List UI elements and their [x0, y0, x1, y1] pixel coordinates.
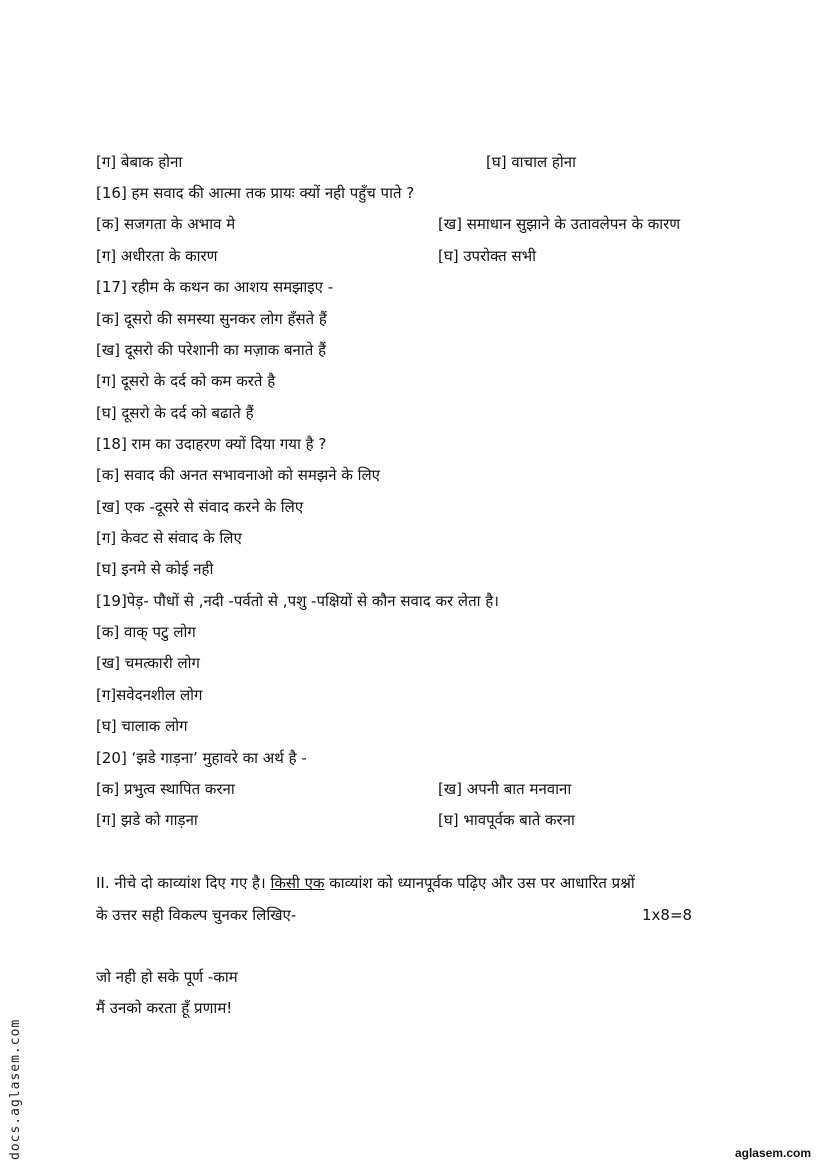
option-ga: [ग] झडे को गाड़ना: [96, 811, 198, 829]
option-kha: [ख] समाधान सुझाने के उतावलेपन के कारण: [438, 215, 681, 233]
option-kha: [ख] अपनी बात मनवाना: [438, 780, 572, 798]
option-ga: [ग] दूसरो के दर्द को कम करते है: [96, 372, 276, 390]
option-gha: [घ] वाचाल होना: [486, 153, 576, 171]
line-q20-options-cd: [96, 810, 575, 830]
question-17: [17] रहीम के कथन का आशय समझाइए -: [96, 278, 334, 296]
line-ga-bebak: [96, 152, 576, 172]
line-q16-options-cd: [96, 246, 537, 266]
option-ga: [ग] अधीरता के कारण: [96, 247, 218, 265]
instruction-underlined: किसी एक: [270, 874, 325, 892]
option-ga: [ग] बेबाक होना: [96, 153, 183, 171]
marks: 1x8=8: [642, 906, 693, 924]
option-ka: [क] दूसरो की समस्या सुनकर लोग हँसते हैं: [96, 310, 327, 328]
option-gha: [घ] दूसरो के दर्द को बढाते हैं: [96, 404, 254, 422]
poem-line-2: मैं उनको करता हूँ प्रणाम!: [96, 999, 233, 1017]
footer-brand: aglasem.com: [734, 1146, 811, 1160]
question-19: [19]पेड़- पौधों से ,नदी -पर्वतो से ,पशु -पक्षियों से कौन सवाद कर लेता है।: [96, 592, 499, 610]
question-16: [16] हम सवाद की आत्मा तक प्रायः क्यों नही पहुँच पाते ?: [96, 184, 415, 202]
instruction-line2: के उत्तर सही विकल्प चुनकर लिखिए-: [96, 906, 297, 924]
option-ga: [ग] केवट से संवाद के लिए: [96, 529, 242, 547]
option-kha: [ख] एक -दूसरे से संवाद करने के लिए: [96, 498, 304, 516]
option-kha: [ख] दूसरो की परेशानी का मज़ाक बनाते हैं: [96, 341, 327, 359]
option-ka: [क] प्रभुत्व स्थापित करना: [96, 780, 235, 798]
poem-line-1: जो नही हो सके पूर्ण -काम: [96, 968, 238, 986]
question-18: [18] राम का उदाहरण क्यों दिया गया है ?: [96, 435, 327, 453]
instruction-post: काव्यांश को ध्यानपूर्वक पढ़िए और उस पर आधारित प्रश्नों: [324, 874, 635, 892]
option-gha: [घ] भावपूर्वक बाते करना: [438, 811, 575, 829]
option-kha: [ख] चमत्कारी लोग: [96, 654, 200, 672]
section-2-instruction: [96, 873, 635, 893]
option-ka: [क] वाक् पटु लोग: [96, 623, 196, 641]
instruction-pre: II. नीचे दो काव्यांश दिए गए है।: [96, 874, 271, 892]
option-ka: [क] सजगता के अभाव मे: [96, 215, 236, 233]
side-watermark: docs.aglasem.com: [8, 1018, 23, 1160]
option-ga: [ग]सवेदनशील लोग: [96, 686, 203, 704]
option-gha: [घ] इनमे से कोई नही: [96, 560, 214, 578]
question-20: [20] ‘झडे गाड़ना’ मुहावरे का अर्थ है -: [96, 749, 307, 767]
line-q16-options-ab: [96, 214, 681, 234]
option-gha: [घ] चालाक लोग: [96, 717, 188, 735]
line-q20-options-ab: [96, 779, 572, 799]
section-2-instruction-line2: [96, 905, 693, 925]
option-ka: [क] सवाद की अनत सभावनाओ को समझने के लिए: [96, 466, 380, 484]
option-gha: [घ] उपरोक्त सभी: [438, 247, 537, 265]
